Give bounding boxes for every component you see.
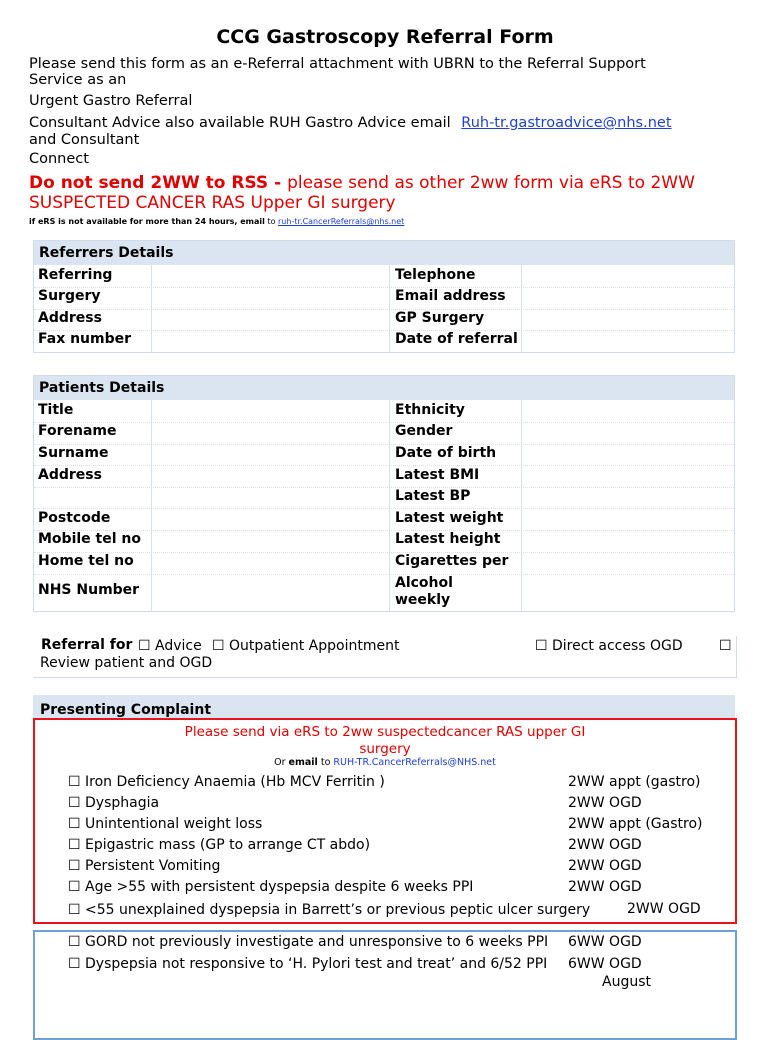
gastro-advice-email-link[interactable]: Ruh-tr.gastroadvice@nhs.net [461,115,672,131]
urgent-item-action: 2WW appt (gastro) [568,774,701,790]
warning-rest: please send as other 2ww form via eRS to 2WW [287,173,695,193]
pat-label-cigarettes: Cigarettes per [395,553,509,569]
patients-grid [34,400,734,611]
pat-label-mobile: Mobile tel no [38,531,141,547]
pat-label-postcode: Postcode [38,510,111,526]
urgent-item[interactable]: ☐ Iron Deficiency Anaemia (Hb MCV Ferritin ) [68,774,385,790]
or-to: to [320,757,331,768]
pat-label-weight: Latest weight [395,510,504,526]
red-notice-line-1: Please send via eRS to 2ww suspectedcancer RAS upper GI [184,724,586,740]
trailing-month: August [602,974,651,990]
or-prefix: Or [274,757,286,768]
referral-option-advice[interactable]: ☐ Advice [138,638,202,654]
referral-option-outpatient[interactable]: ☐ Outpatient Appointment [212,638,400,654]
pat-label-height: Latest height [395,531,501,547]
pat-label-surname: Surname [38,445,109,461]
or-email-note [0,757,770,768]
pat-label-nhs-number: NHS Number [38,582,140,598]
or-email-link[interactable]: RUH-TR.CancerReferrals@NHS.net [333,757,496,768]
fallback-note [29,217,404,226]
patients-details-section [33,375,735,612]
pat-label-title: Title [38,402,74,418]
urgent-item-action: 2WW OGD [627,901,701,917]
pat-label-bp: Latest BP [395,488,471,504]
routine-item-action: 6WW OGD [568,956,642,972]
ref-label-referring: Referring [38,267,113,283]
urgent-item-action: 2WW OGD [568,837,642,853]
fallback-to: to [267,217,276,226]
urgent-item[interactable]: ☐ Unintentional weight loss [68,816,263,832]
intro-line-6: Connect [29,151,89,167]
red-notice-line-2: surgery [359,741,411,757]
urgent-item-action: 2WW OGD [568,795,642,811]
urgent-item[interactable]: ☐ Persistent Vomiting [68,858,221,874]
pat-label-alcohol: Alcohol [395,575,453,591]
presenting-complaint-heading: Presenting Complaint [33,695,735,719]
referral-option-direct-ogd[interactable]: ☐ Direct access OGD [535,638,683,654]
intro-line-3: Urgent Gastro Referral [29,93,193,109]
warning-bold: Do not send 2WW to RSS - [29,173,288,193]
pat-label-forename: Forename [38,423,117,439]
routine-item[interactable]: ☐ Dyspepsia not responsive to ‘H. Pylori test and treat’ and 6/52 PPI [68,956,548,972]
red-notice [120,724,650,758]
intro-line-1: Please send this form as an e-Referral attachment with UBRN to the Referral Support [29,56,646,72]
urgent-item[interactable]: ☐ Epigastric mass (GP to arrange CT abdo) [68,837,371,853]
intro-line-4 [29,115,672,132]
urgent-item-action: 2WW appt (Gastro) [568,816,703,832]
referrer-input-area-right[interactable] [522,265,734,352]
referrers-details-section [33,240,735,353]
pat-label-home-tel: Home tel no [38,553,134,569]
pat-label-gender: Gender [395,423,453,439]
ref-label-fax: Fax number [38,331,132,347]
cancer-referrals-email-link[interactable]: ruh-tr.CancerReferrals@nhs.net [278,217,405,226]
pat-label-weekly: weekly [395,592,451,608]
urgent-item-action: 2WW OGD [568,858,642,874]
patient-input-area-right[interactable] [522,400,734,611]
ref-label-address: Address [38,310,102,326]
pat-label-bmi: Latest BMI [395,467,480,483]
referrers-grid [34,265,734,352]
routine-item-action: 6WW OGD [568,934,642,950]
referral-option-review-label: Review patient and OGD [40,655,213,671]
or-email-word: email [288,757,318,768]
intro-line-2: Service as an [29,72,127,88]
patient-input-area-left[interactable] [152,400,388,611]
routine-item[interactable]: ☐ GORD not previously investigate and unresponsive to 6 weeks PPI [68,934,549,950]
ref-label-email: Email address [395,288,506,304]
warning-line-2: SUSPECTED CANCER RAS Upper GI surgery [29,193,396,213]
urgent-item[interactable]: ☐ Age >55 with persistent dyspepsia despite 6 weeks PPI [68,879,474,895]
referral-option-review-checkbox[interactable]: ☐ [719,638,732,654]
urgent-item-action: 2WW OGD [568,879,642,895]
ref-label-gp-surgery: GP Surgery [395,310,485,326]
form-title: CCG Gastroscopy Referral Form [216,26,554,48]
urgent-item[interactable]: ☐ <55 unexplained dyspepsia in Barrett’s or previous peptic ulcer surgery [68,902,591,918]
urgent-item[interactable]: ☐ Dysphagia [68,795,160,811]
referral-for-label: Referral for [41,637,133,653]
pat-label-ethnicity: Ethnicity [395,402,465,418]
patients-heading: Patients Details [34,376,734,400]
intro-line-4-text: Consultant Advice also available RUH Gastro Advice email [29,115,451,131]
fallback-prefix: if eRS is not available for more than 24 hours, email [29,217,265,226]
ref-label-surgery: Surgery [38,288,101,304]
ref-label-telephone: Telephone [395,267,476,283]
pat-label-dob: Date of birth [395,445,497,461]
referrers-heading: Referrers Details [34,241,734,265]
warning-block [29,173,749,213]
pat-label-address: Address [38,467,102,483]
intro-line-5: and Consultant [29,132,140,148]
referrer-input-area-left[interactable] [152,265,388,352]
ref-label-date: Date of referral [395,331,518,347]
